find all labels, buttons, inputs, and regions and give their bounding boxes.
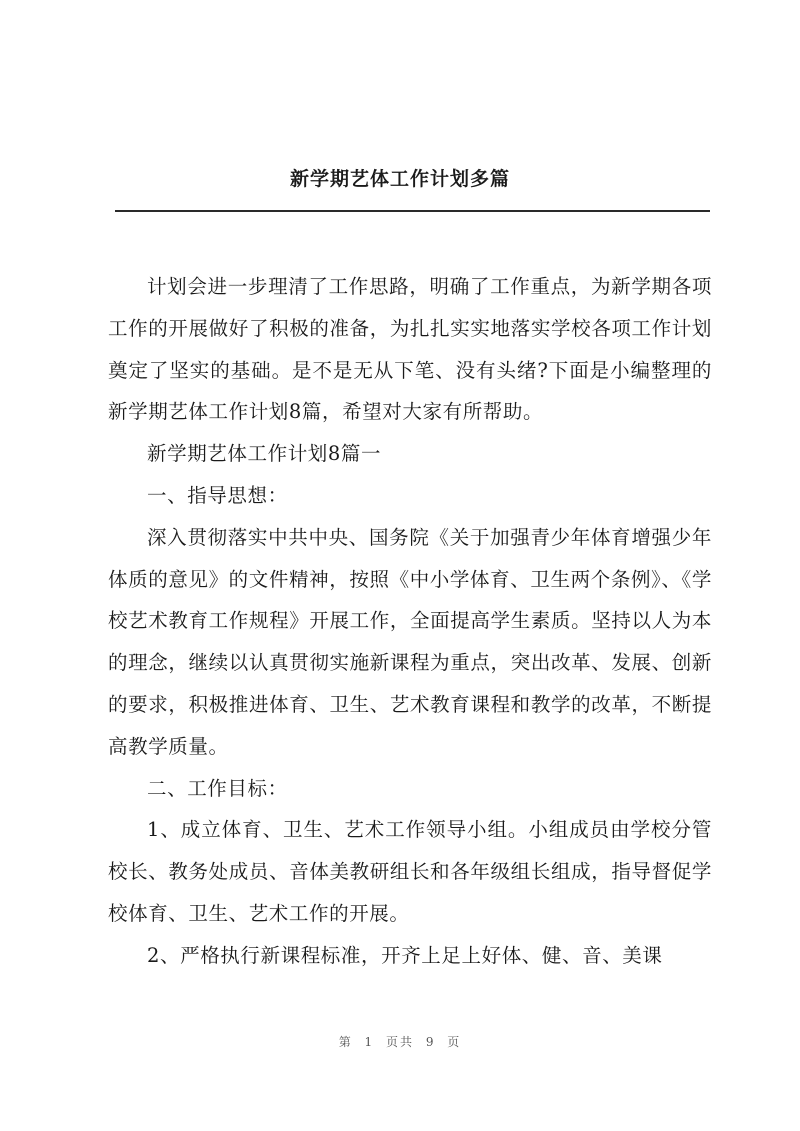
heading-guiding-ideology: 一、指导思想： <box>147 483 288 507</box>
page-title: 新学期艺体工作计划多篇 <box>289 168 510 190</box>
goal-item-1: 1、成立体育、卫生、艺术工作领导小组。小组成员由学校分管校长、教务处成员、音体美教研组长和各年级组长组成，指导督促学校体育、卫生、艺术工作的开展。 <box>108 818 712 925</box>
section-heading: 新学期艺体工作计划8篇一 <box>147 442 382 466</box>
intro-paragraph: 计划会进一步理清了工作思路，明确了工作重点，为新学期各项工作的开展做好了积极的准备，为扎扎实实地落实学校各项工作计划奠定了坚实的基础。是不是无从下笔、没有头绪?下面是小编整理的新学期艺体工作计划8篇，希望对大家有所帮助。 <box>108 275 712 424</box>
document-body <box>108 266 712 977</box>
title-divider <box>115 210 710 212</box>
goal-item-2: 2、严格执行新课程标准，开齐上足上好体、健、音、美课 <box>147 943 663 967</box>
page-footer: 第 1 页共 9 页 <box>338 1035 462 1049</box>
paragraph-guiding-ideology: 深入贯彻落实中共中央、国务院《关于加强青少年体育增强少年体质的意见》的文件精神，按照《中小学体育、卫生两个条例》、《学校艺术教育工作规程》开展工作，全面提高学生素质。坚持以人为本的理念，继续以认真贯彻实施新课程为重点，突出改革、发展、创新的要求，积极推进体育、卫生、艺术教育课程和教学的改革，不断提高教学质量。 <box>108 525 712 758</box>
heading-work-goals: 二、工作目标： <box>147 776 288 800</box>
